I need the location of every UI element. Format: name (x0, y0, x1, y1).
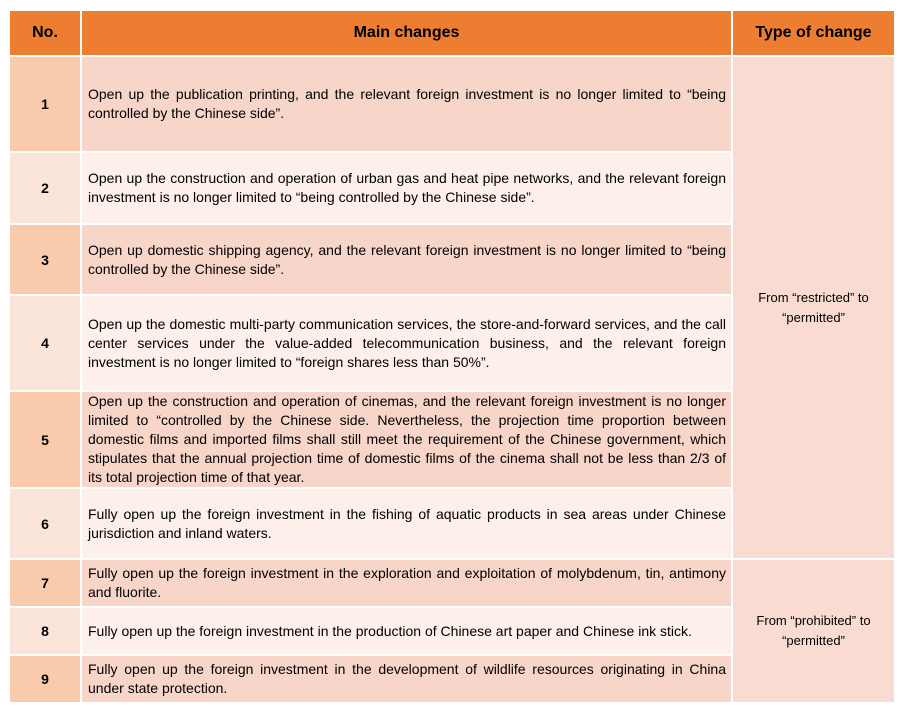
changes-table (8, 9, 896, 704)
row-number: 8 (9, 607, 81, 655)
main-change-text: Open up the construction and operation of cinemas, and the relevant foreign investment is no longer limited to “controlled by the Chinese side. Nevertheless, the projection time proportion between domestic films and imported films shall still meet the requirement of the Chinese government, which stipulates that the annual projection time of domestic films of the cinema shall not be less than 2/3 of its total projection time of that year. (81, 391, 732, 488)
row-number: 3 (9, 224, 81, 295)
header-type-of-change: Type of change (732, 10, 895, 56)
row-number: 9 (9, 655, 81, 703)
header-row (9, 10, 895, 56)
header-main-changes: Main changes (81, 10, 732, 56)
main-change-text: Fully open up the foreign investment in the fishing of aquatic products in sea areas under Chinese jurisdiction and inland waters. (81, 488, 732, 559)
main-change-text: Open up the publication printing, and the relevant foreign investment is no longer limited to “being controlled by the Chinese side”. (81, 56, 732, 152)
row-number: 2 (9, 152, 81, 224)
main-change-text: Fully open up the foreign investment in the production of Chinese art paper and Chinese ink stick. (81, 607, 732, 655)
main-change-text: Open up the domestic multi-party communication services, the store-and-forward services, and the call center services under the value-added telecommunication business, and the relevant foreign investment is no longer limited to “foreign shares less than 50%”. (81, 295, 732, 391)
row-number: 1 (9, 56, 81, 152)
main-change-text: Fully open up the foreign investment in the exploration and exploitation of molybdenum, tin, antimony and fluorite. (81, 559, 732, 607)
header-no: No. (9, 10, 81, 56)
type-prohibited-to-permitted: From “prohibited” to “permitted” (732, 559, 895, 703)
row-number: 4 (9, 295, 81, 391)
row-number: 7 (9, 559, 81, 607)
table-row (9, 56, 895, 152)
row-number: 6 (9, 488, 81, 559)
main-change-text: Open up the construction and operation of urban gas and heat pipe networks, and the relevant foreign investment is no longer limited to “being controlled by the Chinese side”. (81, 152, 732, 224)
main-change-text: Fully open up the foreign investment in the development of wildlife resources originating in China under state protection. (81, 655, 732, 703)
main-change-text: Open up domestic shipping agency, and the relevant foreign investment is no longer limited to “being controlled by the Chinese side”. (81, 224, 732, 295)
table-header (9, 10, 895, 56)
row-number: 5 (9, 391, 81, 488)
type-restricted-to-permitted: From “restricted” to “permitted” (732, 56, 895, 559)
table-row (9, 559, 895, 607)
table-body (9, 56, 895, 703)
